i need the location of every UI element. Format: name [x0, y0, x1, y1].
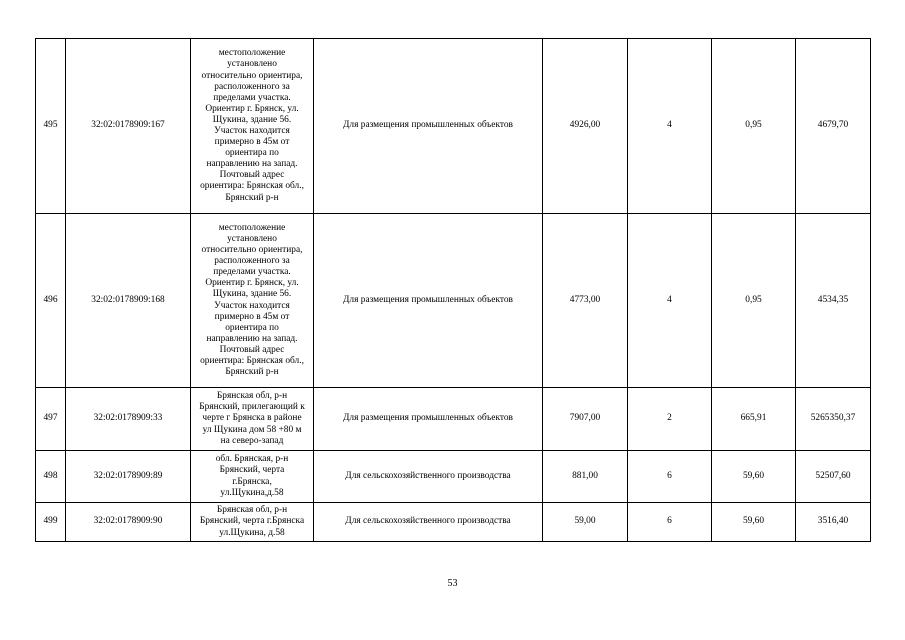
table-row [36, 503, 871, 542]
plot-address: Брянская обл, р-н Брянский, прилегающий к черте г Брянска в районе ул Щукина дом 58 +80 м на северо-запад [191, 388, 314, 451]
specific-value: 59,60 [712, 451, 796, 503]
table-row [36, 388, 871, 451]
table-row [36, 39, 871, 214]
plot-area: 4926,00 [543, 39, 628, 214]
row-number: 499 [36, 503, 66, 542]
permitted-use: Для сельскохозяйственного производства [314, 503, 543, 542]
page-number: 53 [447, 578, 458, 589]
cadastral-value: 3516,40 [796, 503, 871, 542]
cadastral-value: 4534,35 [796, 214, 871, 388]
group-number: 6 [628, 503, 712, 542]
row-number: 497 [36, 388, 66, 451]
row-number: 496 [36, 214, 66, 388]
plot-area: 7907,00 [543, 388, 628, 451]
cadastral-number: 32:02:0178909:168 [66, 214, 191, 388]
plot-area: 4773,00 [543, 214, 628, 388]
plot-address: местоположение установлено относительно ориентира, расположенного за пределами участка. Ориентир г. Брянск, ул. Щукина, здание 56. Участок находится примерно в 45м от ориентира по направлению на запад. Почтовый адрес ориентира: Брянская обл., Брянский р-н [191, 39, 314, 214]
plot-address: Брянская обл, р-н Брянский, черта г.Брянска ул.Щукина, д.58 [191, 503, 314, 542]
group-number: 2 [628, 388, 712, 451]
cadastral-number: 32:02:0178909:89 [66, 451, 191, 503]
cadastral-number: 32:02:0178909:33 [66, 388, 191, 451]
table-body [36, 39, 871, 542]
table-row [36, 214, 871, 388]
permitted-use: Для размещения промышленных объектов [314, 39, 543, 214]
table-row [36, 451, 871, 503]
row-number: 495 [36, 39, 66, 214]
cadastral-value: 52507,60 [796, 451, 871, 503]
specific-value: 0,95 [712, 39, 796, 214]
plot-area: 59,00 [543, 503, 628, 542]
cadastral-value: 5265350,37 [796, 388, 871, 451]
land-plots-table [35, 38, 871, 542]
specific-value: 0,95 [712, 214, 796, 388]
permitted-use: Для размещения промышленных объектов [314, 388, 543, 451]
row-number: 498 [36, 451, 66, 503]
specific-value: 665,91 [712, 388, 796, 451]
group-number: 6 [628, 451, 712, 503]
permitted-use: Для размещения промышленных объектов [314, 214, 543, 388]
group-number: 4 [628, 214, 712, 388]
cadastral-value: 4679,70 [796, 39, 871, 214]
group-number: 4 [628, 39, 712, 214]
cadastral-number: 32:02:0178909:167 [66, 39, 191, 214]
plot-address: обл. Брянская, р-н Брянский, черта г.Брянска, ул.Щукина,д.58 [191, 451, 314, 503]
plot-address: местоположение установлено относительно ориентира, расположенного за пределами участка. Ориентир г. Брянск, ул. Щукина, здание 56. Участок находится примерно в 45м от ориентира по направлению на запад. Почтовый адрес ориентира: Брянская обл., Брянский р-н [191, 214, 314, 388]
permitted-use: Для сельскохозяйственного производства [314, 451, 543, 503]
plot-area: 881,00 [543, 451, 628, 503]
cadastral-number: 32:02:0178909:90 [66, 503, 191, 542]
specific-value: 59,60 [712, 503, 796, 542]
